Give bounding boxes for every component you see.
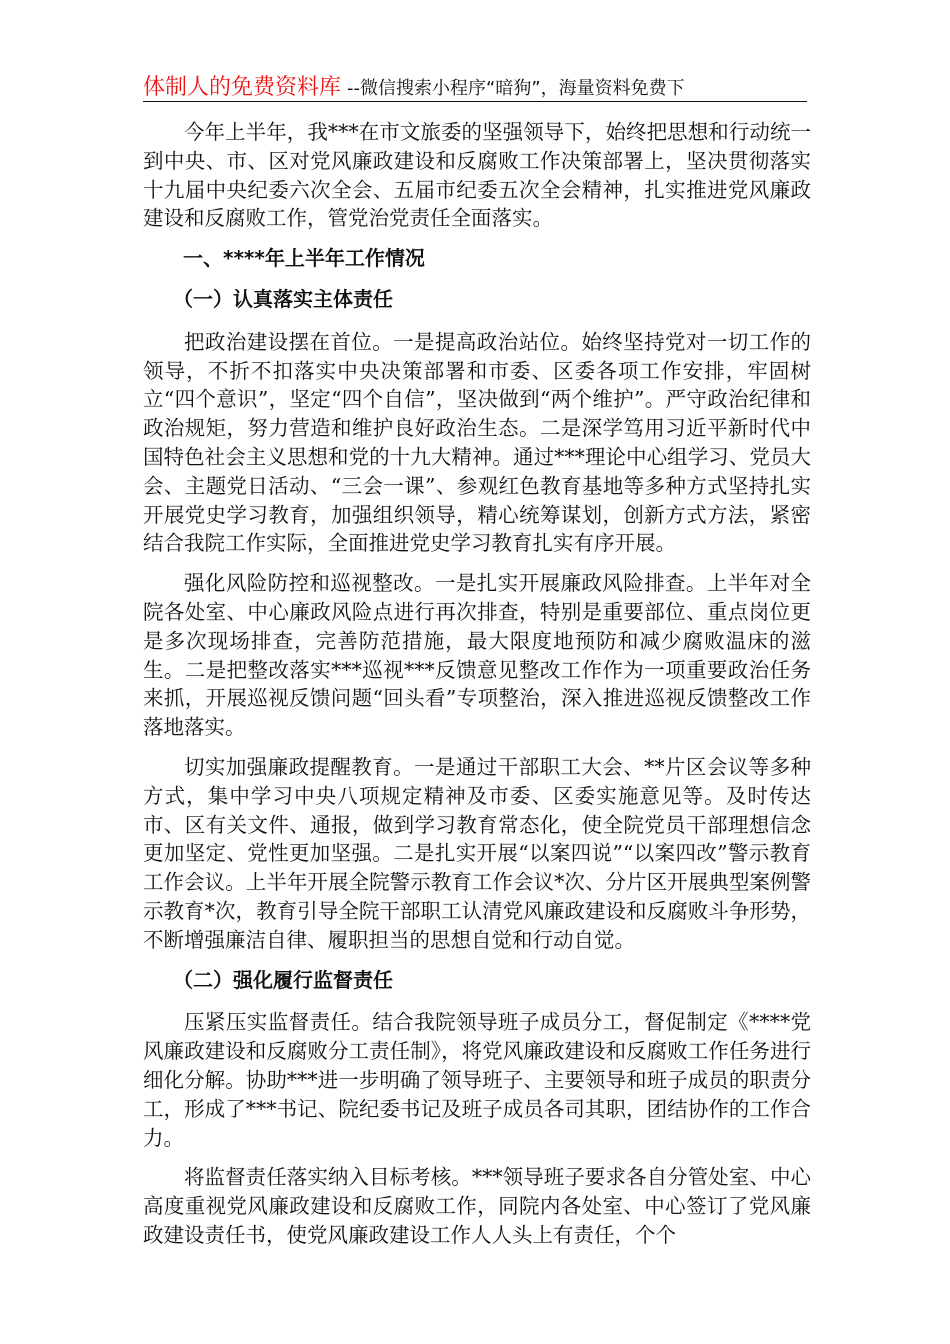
body-paragraph: 强化风险防控和巡视整改。一是扎实开展廉政风险排查。上半年对全院各处室、中心廉政风险点进行再次排查，特别是重要部位、重点岗位更是多次现场排查，完善防范措施，最大限度地预防和减少腐败温床的滋生。二是把整改落实***巡视***反馈意见整改工作作为一项重要政治任务来抓，开展巡视反馈问题“回头看”专项整治，深入推进巡视反馈整改工作落地落实。	[143, 571, 811, 740]
body-paragraph: 将监督责任落实纳入目标考核。***领导班子要求各自分管处室、中心高度重视党风廉政建设和反腐败工作，同院内各处室、中心签订了党风廉政建设责任书，使党风廉政建设工作人人头上有责任，个个	[143, 1165, 811, 1247]
header-tagline: --微信搜索小程序“暗狗”，海量资料免费下	[347, 78, 685, 99]
header-brand: 体制人的免费资料库	[143, 75, 342, 100]
body-paragraph: 压紧压实监督责任。结合我院领导班子成员分工，督促制定《****党风廉政建设和反腐败分工责任制》，将党风廉政建设和反腐败工作任务进行细化分解。协助***进一步明确了领导班子、主要领导和班子成员的职责分工，形成了***书记、院纪委书记及班子成员各司其职，团结协作的工作合力。	[143, 1010, 811, 1150]
document-body	[143, 118, 811, 1261]
page-header	[143, 70, 807, 100]
subsection-heading: （一）认真落实主体责任	[173, 286, 393, 311]
section-heading: 一、****年上半年工作情况	[183, 246, 425, 271]
intro-paragraph: 今年上半年，我***在市文旅委的坚强领导下，始终把思想和行动统一到中央、市、区对党风廉政建设和反腐败工作决策部署上，坚决贯彻落实十九届中央纪委六次全会、五届市纪委五次全会精神，扎实推进党风廉政建设和反腐败工作，管党治党责任全面落实。	[143, 120, 811, 231]
subsection-heading: （二）强化履行监督责任	[173, 967, 393, 992]
header-divider	[143, 101, 807, 102]
body-paragraph: 把政治建设摆在首位。一是提高政治站位。始终坚持党对一切工作的领导，不折不扣落实中央决策部署和市委、区委各项工作安排，牢固树立“四个意识”，坚定“四个自信”，坚决做到“两个维护”。严守政治纪律和政治规矩，努力营造和维护良好政治生态。二是深学笃用习近平新时代中国特色社会主义思想和党的十九大精神。通过***理论中心组学习、党员大会、主题党日活动、“三会一课”、参观红色教育基地等多种方式坚持扎实开展党史学习教育，加强组织领导，精心统筹谋划，创新方式方法，紧密结合我院工作实际，全面推进党史学习教育扎实有序开展。	[143, 329, 811, 556]
body-paragraph: 切实加强廉政提醒教育。一是通过干部职工大会、**片区会议等多种方式，集中学习中央八项规定精神及市委、区委实施意见等。及时传达市、区有关文件、通报，做到学习教育常态化，使全院党员干部理想信念更加坚定、党性更加坚强。二是扎实开展“以案四说”“以案四改”警示教育工作会议。上半年开展全院警示教育工作会议*次、分片区开展典型案例警示教育*次，教育引导全院干部职工认清党风廉政建设和反腐败斗争形势，不断增强廉洁自律、履职担当的思想自觉和行动自觉。	[143, 754, 811, 952]
